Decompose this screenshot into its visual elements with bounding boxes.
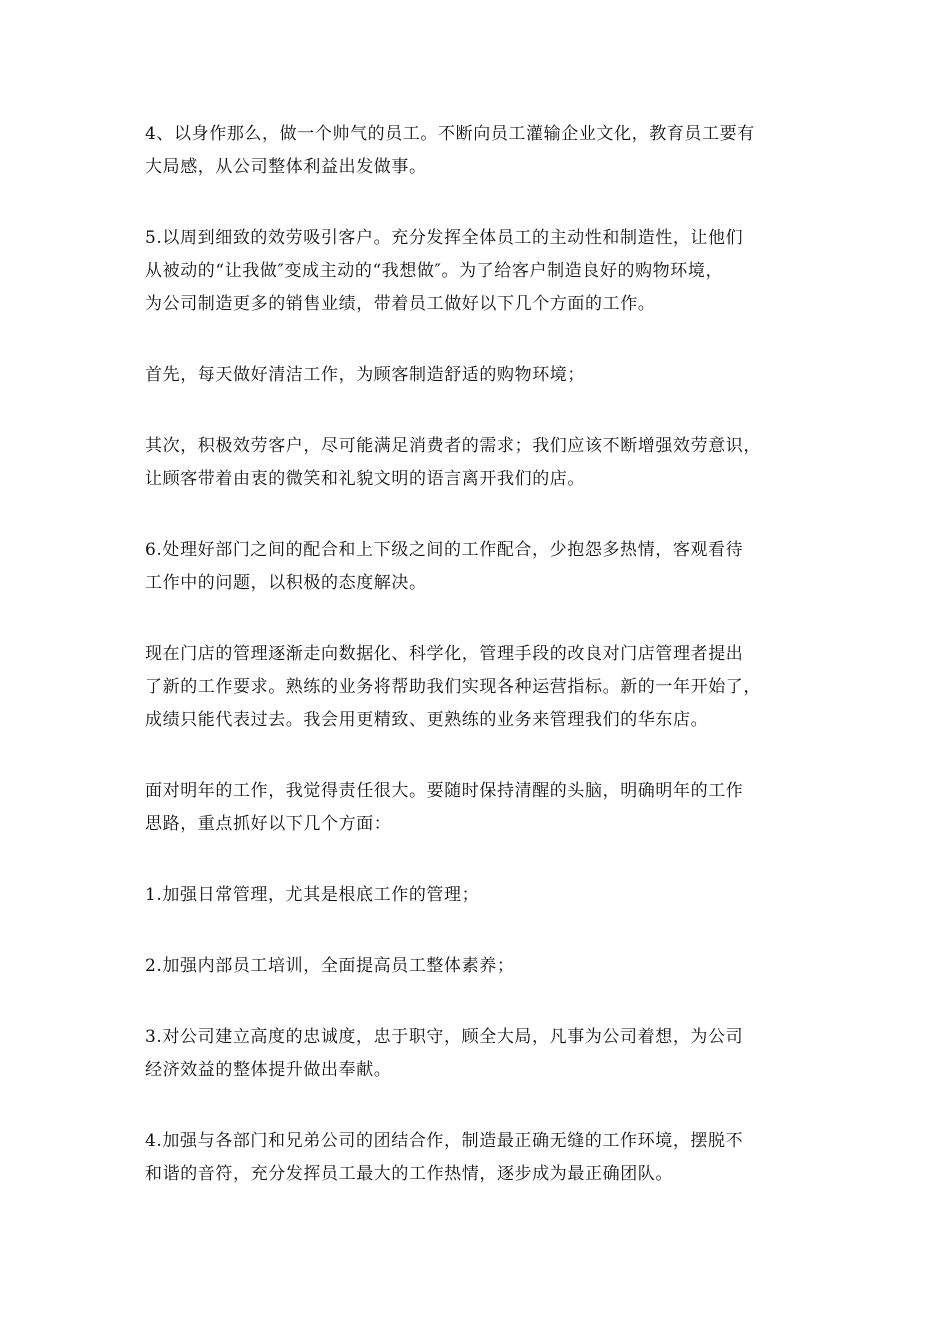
paragraph-10: [145, 1021, 810, 1087]
paragraph-line: 让顾客带着由衷的微笑和礼貌文明的语言离开我们的店。: [145, 469, 585, 489]
paragraph-6: [145, 638, 810, 737]
paragraph-line: 经济效益的整体提升做出奉献。: [145, 1060, 392, 1080]
paragraph-line: 面对明年的工作，我觉得责任很大。要随时保持清醒的头脑，明确明年的工作: [145, 781, 744, 801]
paragraph-3: [145, 359, 810, 392]
paragraph-line: 6.处理好部门之间的配合和上下级之间的工作配合，少抱怨多热情，客观看待: [145, 540, 744, 560]
paragraph-2: [145, 222, 810, 321]
paragraph-line: 从被动的“让我做″变成主动的“我想做″。为了给客户制造良好的购物环境，: [145, 261, 724, 281]
paragraph-line: 1.加强日常管理，尤其是根底工作的管理；: [145, 885, 480, 905]
paragraph-1: [145, 118, 810, 184]
paragraph-line: 为公司制造更多的销售业绩，带着员工做好以下几个方面的工作。: [145, 294, 656, 314]
paragraph-line: 4.加强与各部门和兄弟公司的团结合作，制造最正确无缝的工作环境，摆脱不: [145, 1131, 744, 1151]
paragraph-line: 2.加强内部员工培训，全面提高员工整体素养；: [145, 956, 515, 976]
paragraph-8: [145, 879, 810, 912]
document-body: [145, 118, 810, 1229]
paragraph-line: 其次，积极效劳客户，尽可能满足消费者的需求；我们应该不断增强效劳意识，: [145, 436, 761, 456]
paragraph-9: [145, 950, 810, 983]
paragraph-line: 成绩只能代表过去。我会用更精致、更熟练的业务来管理我们的华东店。: [145, 710, 709, 730]
paragraph-11: [145, 1125, 810, 1191]
paragraph-line: 现在门店的管理逐渐走向数据化、科学化，管理手段的改良对门店管理者提出: [145, 644, 744, 664]
paragraph-line: 3.对公司建立高度的忠诚度，忠于职守，顾全大局，凡事为公司着想，为公司: [145, 1027, 744, 1047]
paragraph-4: [145, 430, 810, 496]
paragraph-line: 5.以周到细致的效劳吸引客户。充分发挥全体员工的主动性和制造性，让他们: [145, 228, 744, 248]
paragraph-line: 4、以身作那么，做一个帅气的员工。不断向员工灌输企业文化，教育员工要有: [145, 124, 755, 144]
paragraph-line: 思路，重点抓好以下几个方面：: [145, 814, 392, 834]
paragraph-line: 工作中的问题，以积极的态度解决。: [145, 573, 427, 593]
paragraph-7: [145, 775, 810, 841]
paragraph-5: [145, 534, 810, 600]
paragraph-line: 首先，每天做好清洁工作，为顾客制造舒适的购物环境；: [145, 365, 585, 385]
paragraph-line: 了新的工作要求。熟练的业务将帮助我们实现各种运营指标。新的一年开始了，: [145, 677, 761, 697]
paragraph-line: 和谐的音符，充分发挥员工最大的工作热情，逐步成为最正确团队。: [145, 1164, 673, 1184]
paragraph-line: 大局感，从公司整体利益出发做事。: [145, 157, 427, 177]
